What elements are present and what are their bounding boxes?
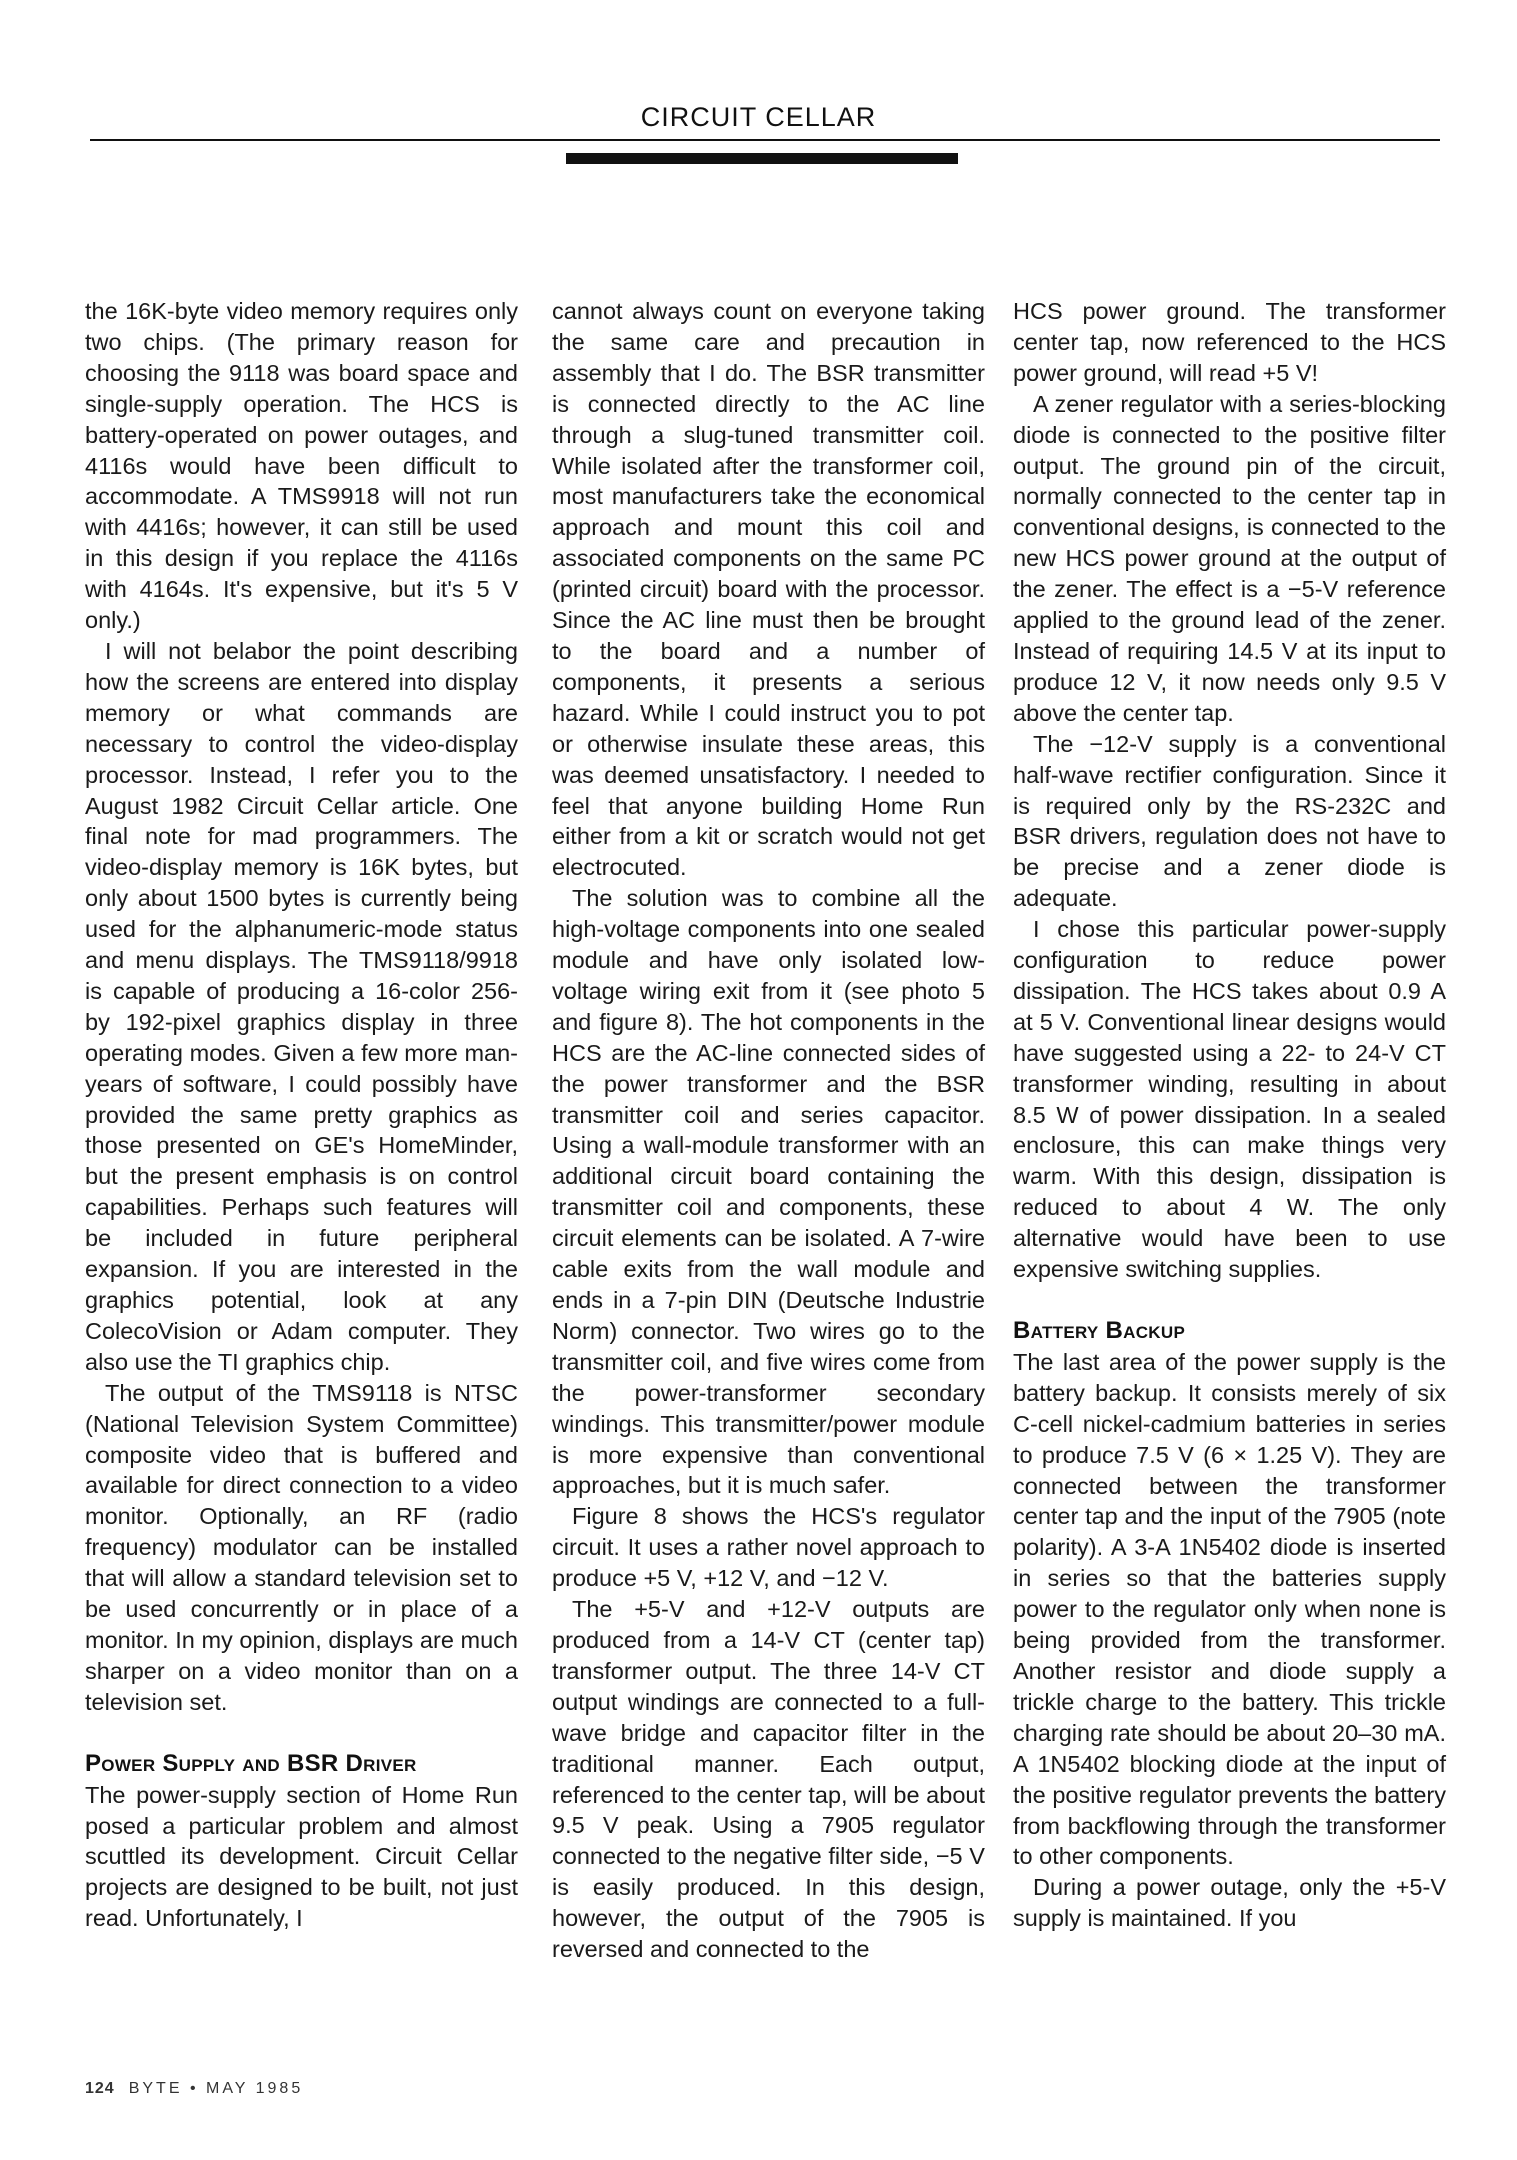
section-heading: Power Supply and BSR Driver: [85, 1749, 417, 1777]
column-1: [85, 296, 518, 1934]
page-footer: [85, 2080, 303, 2098]
spacer: [1013, 1285, 1446, 1316]
publication-line: BYTE • MAY 1985: [128, 2080, 304, 2097]
paragraph: I will not belabor the point describing how the screens are entered into display memory or what commands are necessary to control the video-display processor. Instead, I refer you to the August 1982 Circuit Cellar article. One final note for mad programmers. The video-display memory is 16K bytes, but only about 1500 bytes is currently being used for the alphanumeric-mode status and menu displays. The TMS9118/9918 is capable of producing a 16-color 256- by 192-pixel graphics display in three operating modes. Given a few more man-years of software, I could possibly have provided the same pretty graphics as those presented on GE's HomeMinder, but the present emphasis is on control capabilities. Perhaps such features will be included in future peripheral expansion. If you are interested in the graphics potential, look at any ColecoVision or Adam computer. They also use the TI graphics chip.: [85, 637, 518, 1375]
header-accent-bar: [566, 153, 958, 164]
paragraph: The +5-V and +12-V outputs are produced from a 14-V CT (center tap) transformer output. The three 14-V CT output windings are connected to a full-wave bridge and capacitor filter in the traditional manner. Each output, referenced to the center tap, will be about 9.5 V peak. Using a 7905 regulator connected to the negative filter side, −5 V is easily produced. In this design, however, the output of the 7905 is reversed and connected to the: [552, 1596, 985, 1963]
page-number: 124: [85, 2080, 115, 2097]
paragraph: cannot always count on everyone taking the same care and precaution in assembly that I do. The BSR transmitter is connected directly to the AC line through a slug-tuned transmitter coil. While isolated after the transformer coil, most manufacturers take the economical approach and mount this coil and associated components on the same PC (printed circuit) board with the processor. Since the AC line must then be brought to the board and a number of components, it presents a serious hazard. While I could instruct you to pot or otherwise insulate these areas, this was deemed unsatisfactory. I needed to feel that anyone building Home Run either from a kit or scratch would not get electrocuted.: [552, 298, 985, 881]
paragraph: The solution was to combine all the high-voltage components into one sealed module and have only isolated low-voltage wiring exit from it (see photo 5 and figure 8). The hot components in the HCS are the AC-line connected sides of the power transformer and the BSR transmitter coil and series capacitor. Using a wall-module transformer with an additional circuit board containing the transmitter coil and components, these circuit elements can be isolated. A 7-wire cable exits from the wall module and ends in a 7-pin DIN (Deutsche Industrie Norm) connector. Two wires go to the transmitter coil, and five wires come from the power-transformer secondary windings. This transmitter/power module is more expensive than conventional approaches, but it is much safer.: [552, 885, 985, 1499]
paragraph: The −12-V supply is a conventional half-wave rectifier configuration. Since it is required only by the RS-232C and BSR drivers, regulation does not have to be precise and a zener diode is adequate.: [1013, 730, 1446, 912]
column-3: [1013, 296, 1446, 1934]
paragraph: I chose this particular power-supply configuration to reduce power dissipation. The HCS takes about 0.9 A at 5 V. Conventional linear designs would have suggested using a 22- to 24-V CT transformer winding, resulting in about 8.5 W of power dissipation. In a sealed enclosure, this can make things very warm. With this design, dissipation is reduced to about 4 W. The only alternative would have been to use expensive switching supplies.: [1013, 916, 1446, 1283]
paragraph: A zener regulator with a series-blocking diode is connected to the positive filter output. The ground pin of the circuit, normally connected to the center tap in conventional designs, is connected to the new HCS power ground at the output of the zener. The effect is a −5-V reference applied to the ground lead of the zener. Instead of requiring 14.5 V at its input to produce 12 V, it now needs only 9.5 V above the center tap.: [1013, 390, 1446, 726]
paragraph: HCS power ground. The transformer center tap, now referenced to the HCS power ground, will read +5 V!: [1013, 298, 1446, 386]
paragraph: The output of the TMS9118 is NTSC (National Television System Committee) composite video that is buffered and available for direct connection to a video monitor. Optionally, an RF (radio frequency) modulator can be installed that will allow a standard television set to be used concurrently or in place of a monitor. In my opinion, displays are much sharper on a video monitor than on a television set.: [85, 1379, 518, 1715]
column-2: [552, 296, 985, 1965]
section-heading: Battery Backup: [1013, 1317, 1186, 1344]
paragraph: During a power outage, only the +5-V supply is maintained. If you: [1013, 1874, 1446, 1932]
section-title: CIRCUIT CELLAR: [640, 102, 877, 132]
paragraph: the 16K-byte video memory requires only two chips. (The primary reason for choosing the 9118 was board space and single-supply operation. The HCS is battery-operated on power outages, and 4116s would have been difficult to accommodate. A TMS9918 will not run with 4416s; however, it can still be used in this design if you replace the 4116s with 4164s. It's expensive, but it's 5 V only.): [85, 298, 518, 634]
header-rule: [90, 139, 1440, 141]
paragraph: Figure 8 shows the HCS's regulator circuit. It uses a rather novel approach to produce +5 V, +12 V, and −12 V.: [552, 1503, 985, 1592]
spacer: [85, 1718, 518, 1749]
paragraph: The last area of the power supply is the battery backup. It consists merely of six C-cell nickel-cadmium batteries in series to produce 7.5 V (6 × 1.25 V). They are connected between the transformer center tap and the input of the 7905 (note polarity). A 3-A 1N5402 diode is inserted in series so that the batteries supply power to the regulator only when none is being provided from the transformer. Another resistor and diode supply a trickle charge to the battery. This trickle charging rate should be about 20–30 mA. A 1N5402 blocking diode at the input of the positive regulator prevents the battery from backflowing through the transformer to other components.: [1013, 1348, 1446, 1870]
paragraph: The power-supply section of Home Run posed a particular problem and almost scuttled its development. Circuit Cellar projects are designed to be built, not just read. Unfortunately, I: [85, 1781, 518, 1932]
